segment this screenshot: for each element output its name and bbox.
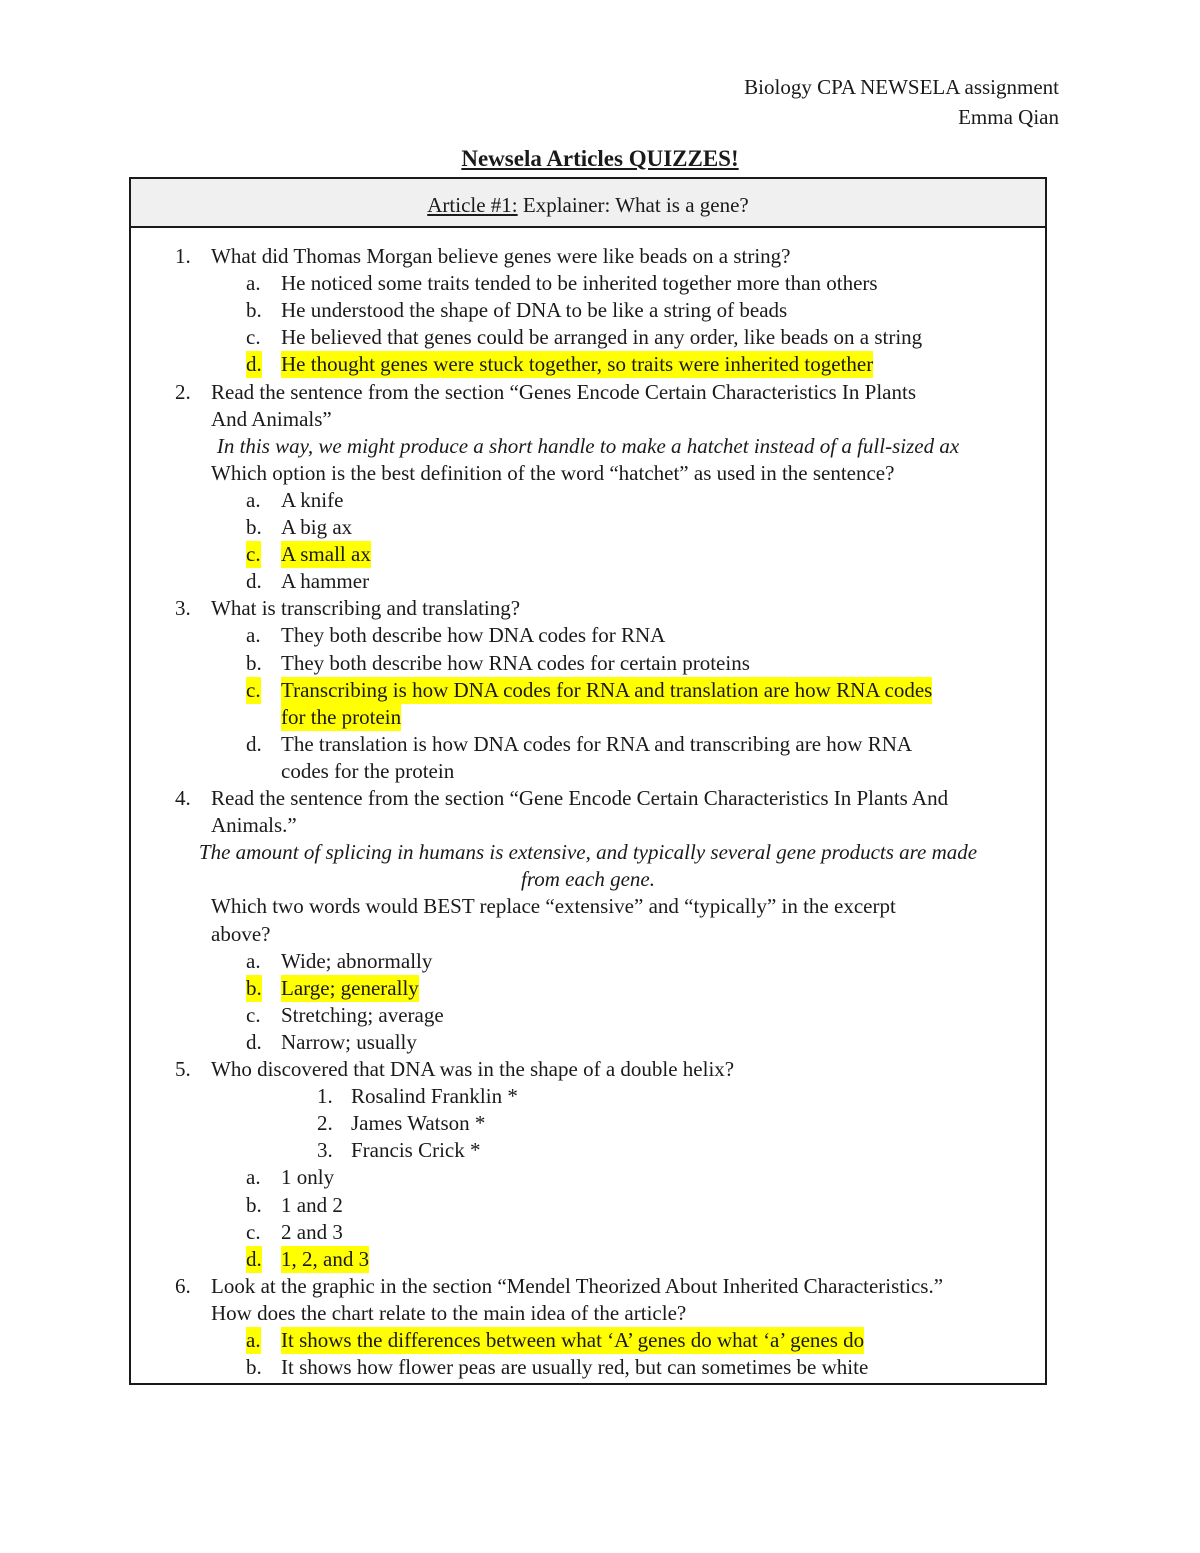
question-2-option-a-marker: a. — [246, 487, 261, 512]
question-6-option-b-marker: b. — [246, 1355, 262, 1380]
question-5-subitem-marker: 3. — [317, 1138, 333, 1163]
header-course: Biology CPA NEWSELA assignment — [744, 75, 1059, 99]
question-6-option-b-text: It shows how flower peas are usually red, but can sometimes be white — [281, 1355, 869, 1380]
question-3-option-c-text: Transcribing is how DNA codes for RNA and translation are how RNA codes — [281, 677, 933, 702]
question-2-option-d-text: A hammer — [281, 569, 370, 594]
question-4-excerpt: The amount of splicing in humans is extensive, and typically several gene products are made — [198, 840, 978, 865]
article-header — [131, 179, 1045, 228]
question-1-option-a-marker: a. — [246, 271, 261, 296]
question-4-marker: 4. — [175, 786, 191, 810]
question-5-subitem-marker: 2. — [317, 1111, 333, 1136]
question-6-option-a-marker: a. — [246, 1328, 261, 1352]
question-3-marker: 3. — [175, 596, 191, 621]
question-2-option-b-text: A big ax — [281, 515, 353, 539]
question-4-text: Animals.” — [211, 813, 297, 838]
question-4-prompt-text: Which two words would BEST replace “extensive” and “typically” in the excerpt — [211, 894, 896, 919]
question-4-option-a-marker: a. — [246, 948, 261, 973]
question-5-option-a-marker: a. — [246, 1165, 261, 1190]
question-6-option-a-text: It shows the differences between what ‘A’ genes do what ‘a’ genes do — [281, 1328, 865, 1352]
question-5-option-c-text: 2 and 3 — [281, 1219, 343, 1244]
question-2-text: And Animals” — [211, 406, 332, 431]
question-5-text: Who discovered that DNA was in the shape of a double helix? — [211, 1057, 735, 1081]
question-2-option-d-marker: d. — [246, 569, 262, 594]
question-3-option-d-marker: d. — [246, 731, 262, 756]
question-5-option-c-marker: c. — [246, 1219, 261, 1244]
question-3-option-d-text: The translation is how DNA codes for RNA and transcribing are how RNA — [281, 731, 913, 756]
question-2-excerpt: In this way, we might produce a short handle to make a hatchet instead of a full-sized ax — [216, 433, 960, 458]
question-1-option-b-text: He understood the shape of DNA to be like a string of beads — [281, 298, 788, 323]
question-6-marker: 6. — [175, 1273, 191, 1298]
header-author: Emma Qian — [958, 105, 1059, 129]
question-1-option-c-marker: c. — [246, 325, 261, 350]
question-2-option-c-text: A small ax — [281, 542, 371, 567]
question-1-marker: 1. — [175, 244, 191, 268]
article-label: Article #1: — [427, 193, 518, 217]
question-2-option-b-marker: b. — [246, 515, 262, 539]
question-6-text: How does the chart relate to the main idea of the article? — [211, 1300, 687, 1325]
question-4-prompt-text: above? — [211, 921, 271, 946]
question-5-subitem-text: Francis Crick * — [351, 1138, 481, 1163]
question-3-option-b-marker: b. — [246, 650, 262, 675]
question-2-text: Read the sentence from the section “Genes Encode Certain Characteristics In Plants — [211, 379, 916, 404]
question-5-option-d-marker: d. — [246, 1246, 262, 1271]
question-3-option-c-marker: c. — [246, 677, 261, 702]
question-5-option-b-text: 1 and 2 — [281, 1192, 343, 1217]
question-3-option-a-text: They both describe how DNA codes for RNA — [281, 623, 666, 648]
question-3-option-a-marker: a. — [246, 623, 261, 648]
question-4-option-d-text: Narrow; usually — [281, 1029, 417, 1054]
quiz-table — [129, 177, 1047, 1385]
question-5-subitem-text: James Watson * — [351, 1111, 486, 1136]
question-4-option-a-text: Wide; abnormally — [281, 948, 433, 973]
question-4-text: Read the sentence from the section “Gene Encode Certain Characteristics In Plants And — [211, 786, 949, 810]
question-3-option-d-text: codes for the protein — [281, 758, 455, 783]
question-1-option-d-text: He thought genes were stuck together, so traits were inherited together — [281, 352, 874, 377]
article-name: Explainer: What is a gene? — [517, 193, 749, 217]
question-1-option-d-marker: d. — [246, 352, 262, 377]
question-4-option-c-marker: c. — [246, 1002, 261, 1027]
question-2-marker: 2. — [175, 379, 191, 404]
question-3-option-b-text: They both describe how RNA codes for certain proteins — [281, 650, 750, 675]
question-2-option-a-text: A knife — [281, 487, 344, 512]
question-5-option-b-marker: b. — [246, 1192, 262, 1217]
question-5-subitem-marker: 1. — [317, 1084, 333, 1109]
question-5-option-a-text: 1 only — [281, 1165, 335, 1190]
question-5-marker: 5. — [175, 1057, 191, 1081]
question-6-text: Look at the graphic in the section “Mendel Theorized About Inherited Characteristics.” — [211, 1273, 944, 1298]
question-4-excerpt: from each gene. — [521, 867, 655, 892]
question-5-option-d-text: 1, 2, and 3 — [281, 1246, 370, 1271]
question-3-option-c-text: for the protein — [281, 704, 402, 729]
question-4-option-d-marker: d. — [246, 1029, 262, 1054]
page-title: Newsela Articles QUIZZES! — [461, 146, 739, 171]
question-2-option-c-marker: c. — [246, 542, 261, 567]
question-1-text: What did Thomas Morgan believe genes were like beads on a string? — [211, 244, 791, 268]
question-1-option-c-text: He believed that genes could be arranged in any order, like beads on a string — [281, 325, 923, 350]
question-3-text: What is transcribing and translating? — [211, 596, 521, 621]
question-1-option-b-marker: b. — [246, 298, 262, 323]
question-1-option-a-text: He noticed some traits tended to be inherited together more than others — [281, 271, 878, 296]
question-2-prompt-text: Which option is the best definition of the word “hatchet” as used in the sentence? — [211, 460, 895, 485]
question-4-option-b-marker: b. — [246, 975, 262, 1000]
question-5-subitem-text: Rosalind Franklin * — [351, 1084, 518, 1109]
question-4-option-c-text: Stretching; average — [281, 1002, 444, 1027]
question-4-option-b-text: Large; generally — [281, 975, 419, 1000]
